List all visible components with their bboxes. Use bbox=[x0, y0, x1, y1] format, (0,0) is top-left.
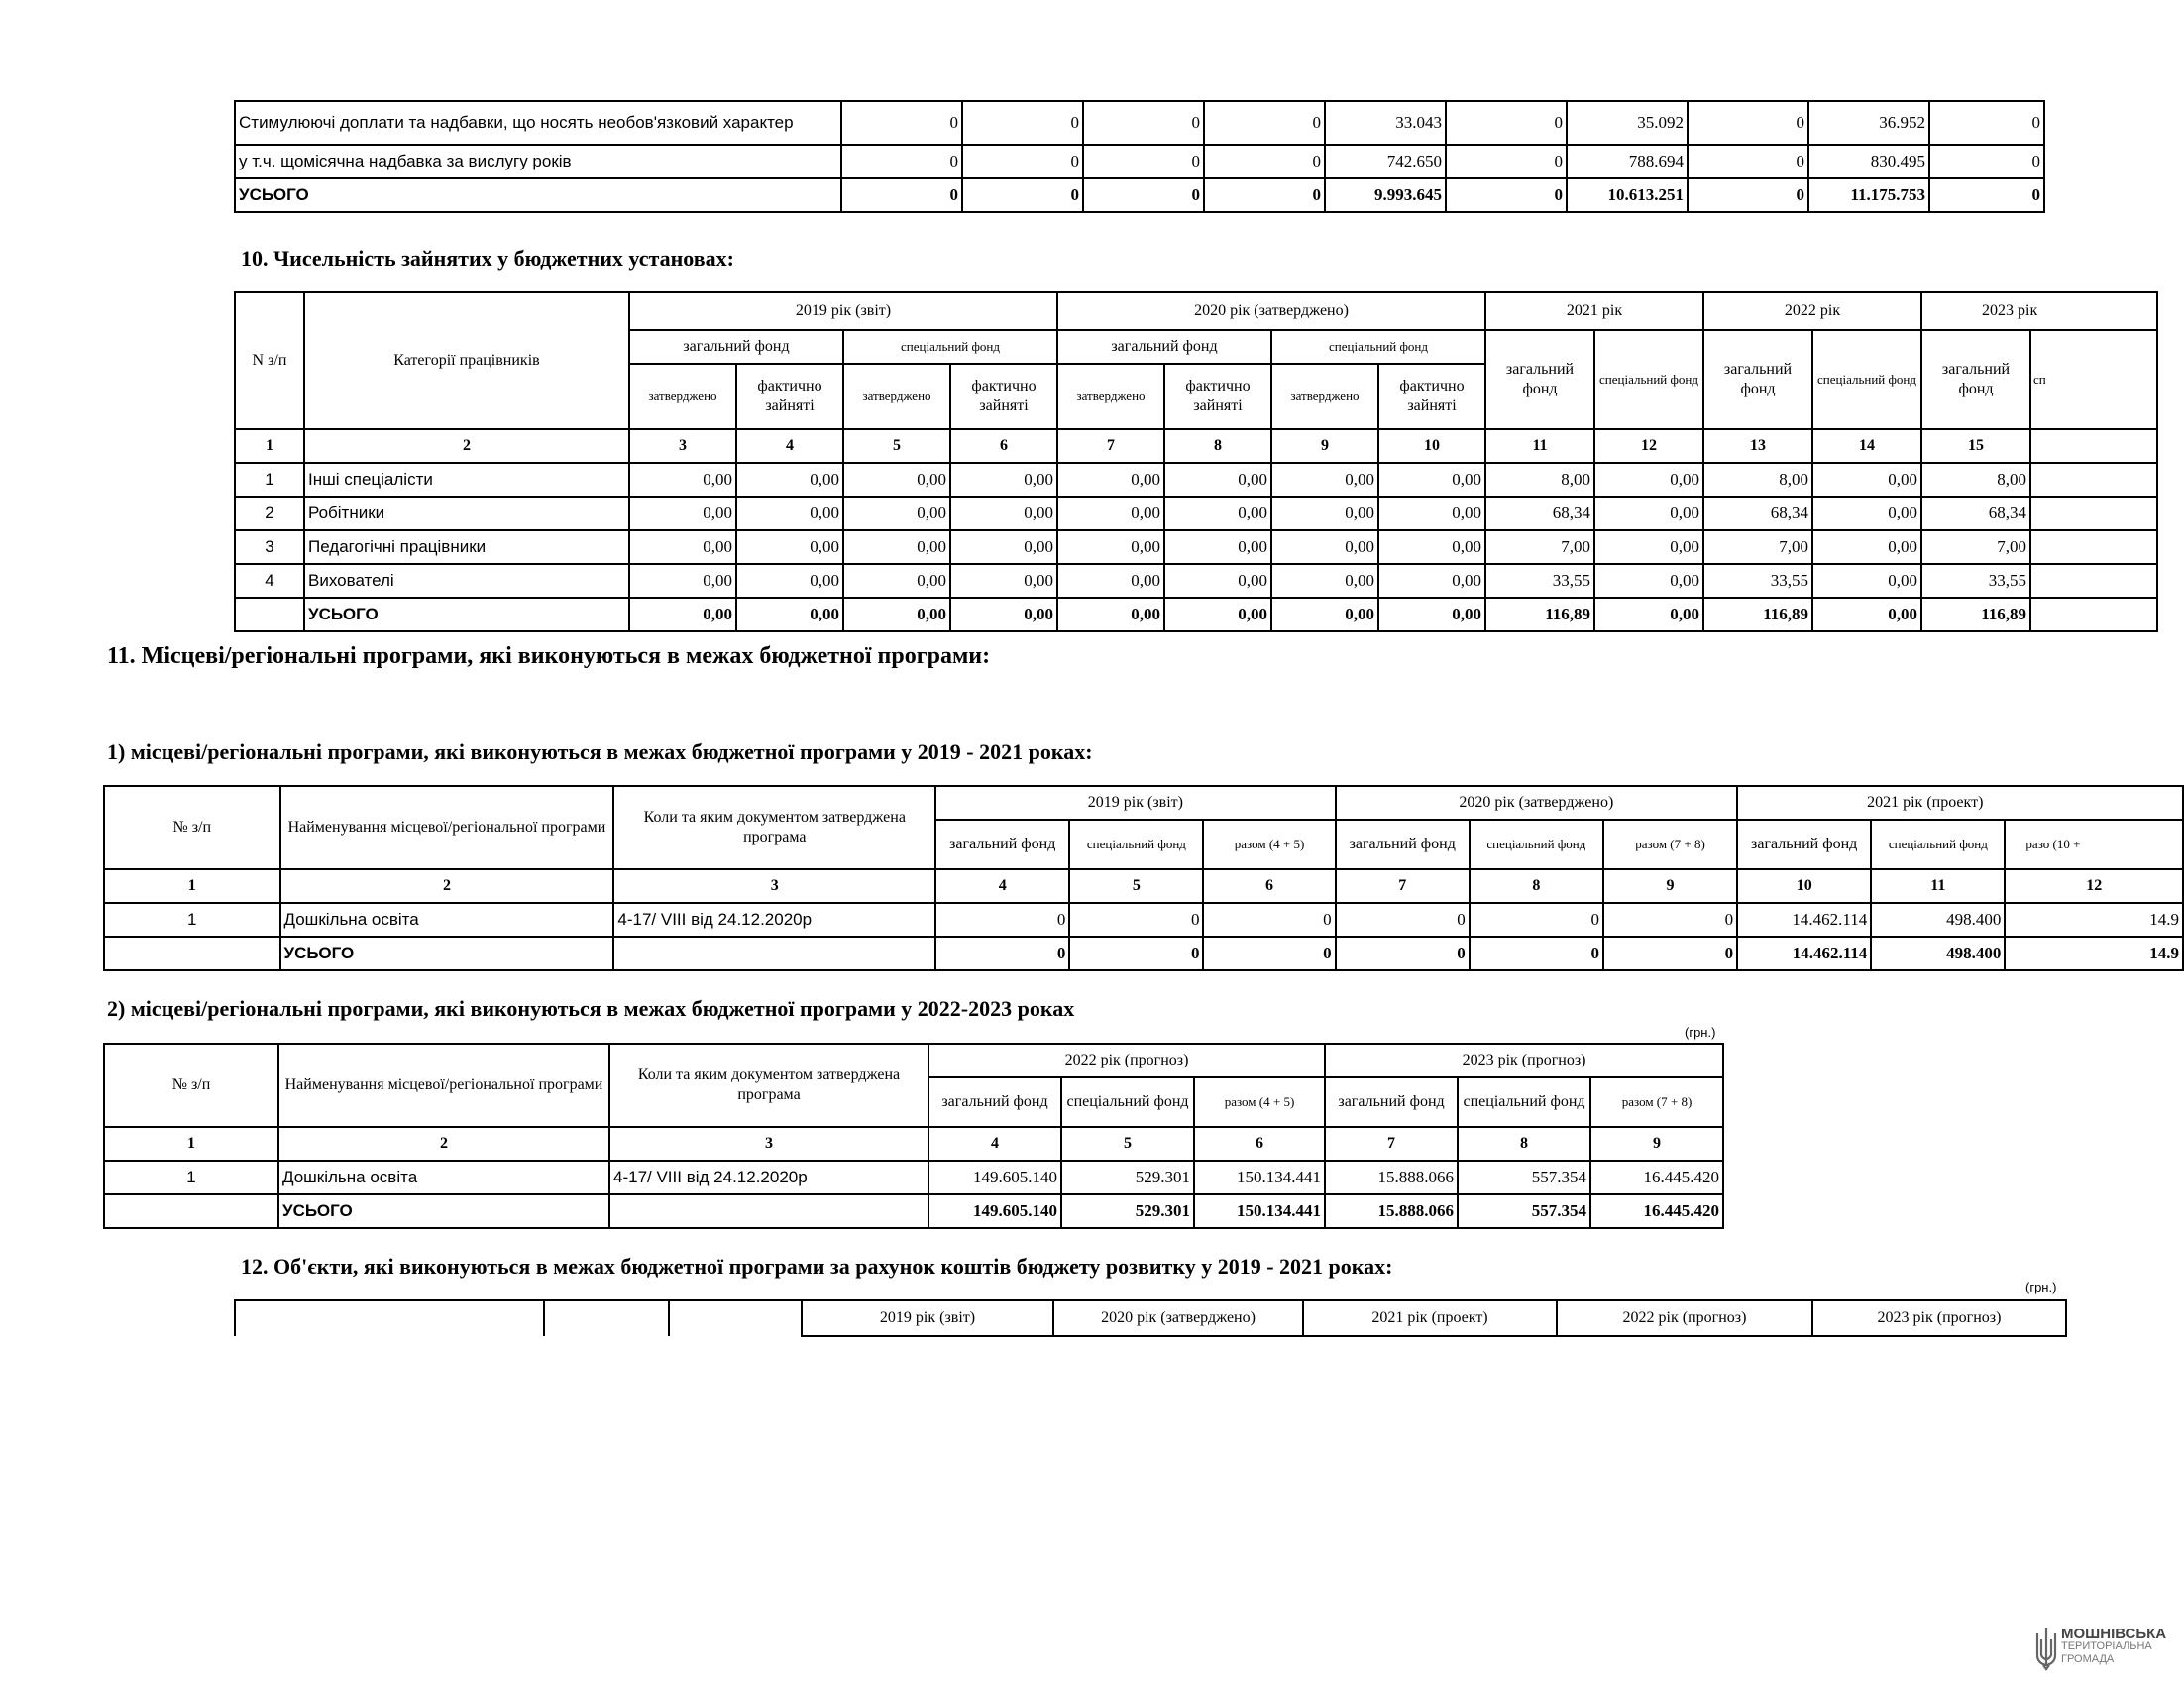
hdr-special-fund: спеціальний фонд bbox=[1594, 330, 1703, 429]
cell-value: 0,00 bbox=[1271, 598, 1378, 631]
approved-doc bbox=[609, 1194, 928, 1228]
column-number: 14 bbox=[1812, 429, 1921, 463]
cell-value: 0 bbox=[1336, 903, 1470, 937]
hdr-approved: затверджено bbox=[1271, 364, 1378, 429]
row-label: Стимулюючі доплати та надбавки, що носять необов'язковий характер bbox=[235, 101, 841, 145]
cell-value: 0 bbox=[1688, 178, 1808, 212]
cell-value: 68,34 bbox=[1485, 497, 1594, 530]
cell-value: 11.175.753 bbox=[1808, 178, 1929, 212]
hdr-general-fund: загальний фонд bbox=[1737, 820, 1871, 869]
row-number bbox=[235, 598, 304, 631]
cell-value: 150.134.441 bbox=[1194, 1194, 1325, 1228]
blank-cell bbox=[235, 1300, 544, 1336]
cell-value: 498.400 bbox=[1871, 937, 2005, 970]
cell-value: 15.888.066 bbox=[1325, 1161, 1458, 1194]
hdr-2020: 2020 рік (затверджено) bbox=[1057, 292, 1485, 330]
cell-value: 0,00 bbox=[843, 497, 950, 530]
column-number bbox=[2030, 429, 2157, 463]
cell-value: 7,00 bbox=[1921, 530, 2030, 564]
cell-value: 0,00 bbox=[1378, 598, 1485, 631]
hdr-special-fund: спеціальний фонд bbox=[1458, 1077, 1590, 1127]
hdr-general-fund: загальний фонд bbox=[1703, 330, 1812, 429]
employees-table-wrap bbox=[234, 291, 2065, 640]
cell-value: 33.043 bbox=[1325, 101, 1446, 145]
cell-value: 0,00 bbox=[1378, 463, 1485, 497]
cell-value: 8,00 bbox=[1921, 463, 2030, 497]
section-11-heading: 11. Місцеві/регіональні програми, які виконуються в межах бюджетної програми: bbox=[107, 643, 991, 669]
hdr-sum: разом (4 + 5) bbox=[1194, 1077, 1325, 1127]
cell-value: 0,00 bbox=[950, 463, 1057, 497]
table-row bbox=[235, 145, 2044, 178]
hdr-general-fund: загальний фонд bbox=[1325, 1077, 1458, 1127]
program-name: Дошкільна освіта bbox=[278, 1161, 609, 1194]
cell-value: 0 bbox=[1083, 178, 1204, 212]
column-number: 4 bbox=[736, 429, 843, 463]
section-12-heading: 12. Об'єкти, які виконуються в межах бюджетної програми за рахунок коштів бюджету розвитку у 2019 - 2021 роках: bbox=[241, 1254, 1393, 1279]
category-name: Робітники bbox=[304, 497, 629, 530]
cell-value: 0,00 bbox=[629, 530, 736, 564]
cell-value: 16.445.420 bbox=[1590, 1194, 1723, 1228]
cell-value: 529.301 bbox=[1061, 1194, 1194, 1228]
cell-value: 0,00 bbox=[1057, 598, 1164, 631]
cell-value: 0 bbox=[1203, 937, 1335, 970]
column-number: 13 bbox=[1703, 429, 1812, 463]
column-number: 9 bbox=[1590, 1127, 1723, 1161]
column-number: 1 bbox=[104, 1127, 278, 1161]
cell-value: 0 bbox=[1470, 903, 1603, 937]
cell-value: 0,00 bbox=[1594, 598, 1703, 631]
cell-value: 0,00 bbox=[736, 530, 843, 564]
cell-value: 0 bbox=[1929, 145, 2044, 178]
cell-value: 0 bbox=[1083, 101, 1204, 145]
hdr-special-fund: спеціальний фонд bbox=[1812, 330, 1921, 429]
cell-value: 0 bbox=[1446, 101, 1567, 145]
hdr-num: № з/п bbox=[104, 1044, 278, 1127]
programs-table-2022-2023 bbox=[103, 1043, 1724, 1229]
hdr-actual: фактично зайняті bbox=[736, 364, 843, 429]
cell-value: 0,00 bbox=[1271, 564, 1378, 598]
cell-value: 0,00 bbox=[1378, 530, 1485, 564]
column-number: 8 bbox=[1470, 869, 1603, 903]
hdr-actual: фактично зайняті bbox=[950, 364, 1057, 429]
cell-value: 33,55 bbox=[1485, 564, 1594, 598]
program-name: УСЬОГО bbox=[280, 937, 614, 970]
row-number: 1 bbox=[235, 463, 304, 497]
cell-value: 8,00 bbox=[1485, 463, 1594, 497]
column-numbers-row bbox=[235, 429, 2157, 463]
column-number: 12 bbox=[2005, 869, 2183, 903]
column-number: 9 bbox=[1603, 869, 1737, 903]
column-number: 9 bbox=[1271, 429, 1378, 463]
cell-value: 0 bbox=[1204, 145, 1325, 178]
cell-value: 36.952 bbox=[1808, 101, 1929, 145]
cell-value: 33,55 bbox=[1703, 564, 1812, 598]
cell-value: 0,00 bbox=[629, 497, 736, 530]
cell-value: 0,00 bbox=[1271, 463, 1378, 497]
cell-value: 0 bbox=[1069, 937, 1203, 970]
column-number: 12 bbox=[1594, 429, 1703, 463]
cell-value: 68,34 bbox=[1921, 497, 2030, 530]
hdr-2021: 2021 рік (проект) bbox=[1737, 786, 2183, 820]
cell-value: 0,00 bbox=[843, 564, 950, 598]
cell-value: 0 bbox=[1688, 145, 1808, 178]
cell-value: 8,00 bbox=[1703, 463, 1812, 497]
cell-value: 7,00 bbox=[1703, 530, 1812, 564]
cell-value: 14.462.114 bbox=[1737, 903, 1871, 937]
cell-value: 0,00 bbox=[629, 598, 736, 631]
cell-value: 0,00 bbox=[1164, 598, 1271, 631]
cell-value: 0 bbox=[841, 178, 962, 212]
column-number: 10 bbox=[1737, 869, 1871, 903]
hdr-2020: 2020 рік (затверджено) bbox=[1336, 786, 1737, 820]
column-number: 7 bbox=[1336, 869, 1470, 903]
cell-value: 0 bbox=[962, 145, 1083, 178]
approved-doc bbox=[613, 937, 935, 970]
row-number bbox=[104, 937, 280, 970]
row-number: 2 bbox=[235, 497, 304, 530]
cell-value: 0 bbox=[1688, 101, 1808, 145]
hdr-num: № з/п bbox=[104, 786, 280, 869]
hdr-special-fund: спеціальний фонд bbox=[1069, 820, 1203, 869]
hdr-sum-cut: разо (10 + bbox=[2005, 820, 2183, 869]
hdr-special-fund: спеціальний фонд bbox=[1871, 820, 2005, 869]
table-row bbox=[104, 903, 2183, 937]
cell-value: 0,00 bbox=[843, 463, 950, 497]
cell-value: 830.495 bbox=[1808, 145, 1929, 178]
cell-value: 0 bbox=[935, 903, 1069, 937]
cell-value: 149.605.140 bbox=[928, 1194, 1061, 1228]
cell-value: 0,00 bbox=[1378, 564, 1485, 598]
hdr-2021: 2021 рік bbox=[1485, 292, 1703, 330]
cell-value: 0 bbox=[841, 145, 962, 178]
cell-value: 0 bbox=[1603, 937, 1737, 970]
cell-value: 0,00 bbox=[736, 564, 843, 598]
objects-table-wrap bbox=[234, 1299, 2065, 1339]
cell-value: 0,00 bbox=[1594, 497, 1703, 530]
cell-value: 0 bbox=[935, 937, 1069, 970]
cell-value: 0,00 bbox=[843, 598, 950, 631]
column-number: 1 bbox=[235, 429, 304, 463]
column-number: 7 bbox=[1057, 429, 1164, 463]
approved-doc: 4-17/ VIII від 24.12.2020р bbox=[613, 903, 935, 937]
hdr-general-fund: загальний фонд bbox=[935, 820, 1069, 869]
cell-value: 0,00 bbox=[629, 564, 736, 598]
column-number: 6 bbox=[1203, 869, 1335, 903]
category-name: Інші спеціалісти bbox=[304, 463, 629, 497]
unit-label: (грн.) bbox=[1685, 1025, 1716, 1040]
cell-value: 0,00 bbox=[1812, 530, 1921, 564]
hdr-2019: 2019 рік (звіт) bbox=[629, 292, 1057, 330]
hdr-general-fund: загальний фонд bbox=[1485, 330, 1594, 429]
column-number: 3 bbox=[629, 429, 736, 463]
cell-value: 0,00 bbox=[1271, 497, 1378, 530]
cell-value: 0,00 bbox=[1164, 530, 1271, 564]
column-number: 15 bbox=[1921, 429, 2030, 463]
section-11-sub2: 2) місцеві/регіональні програми, які виконуються в межах бюджетної програми у 2022-2023 роках bbox=[107, 996, 1075, 1021]
hdr-actual: фактично зайняті bbox=[1378, 364, 1485, 429]
unit-label: (грн.) bbox=[2025, 1280, 2057, 1294]
column-number: 5 bbox=[843, 429, 950, 463]
cell-value: 0,00 bbox=[1812, 497, 1921, 530]
cell-value-cut bbox=[2030, 463, 2157, 497]
hdr-program-name: Найменування місцевої/регіональної програми bbox=[280, 786, 614, 869]
hdr-year-2022: 2022 рік (прогноз) bbox=[1557, 1300, 1812, 1336]
cell-value: 0,00 bbox=[1057, 530, 1164, 564]
cell-value: 0 bbox=[1083, 145, 1204, 178]
column-numbers-row bbox=[104, 869, 2183, 903]
cell-value: 0 bbox=[962, 178, 1083, 212]
hdr-2019: 2019 рік (звіт) bbox=[935, 786, 1335, 820]
hdr-general-fund: загальний фонд bbox=[928, 1077, 1061, 1127]
column-number: 6 bbox=[950, 429, 1057, 463]
blank-cell bbox=[544, 1300, 669, 1336]
cell-value: 0,00 bbox=[1057, 463, 1164, 497]
column-number: 3 bbox=[609, 1127, 928, 1161]
logo-line2: ТЕРИТОРІАЛЬНА bbox=[2061, 1640, 2152, 1652]
cell-value: 16.445.420 bbox=[1590, 1161, 1723, 1194]
cell-value: 0,00 bbox=[1057, 497, 1164, 530]
hdr-actual: фактично зайняті bbox=[1164, 364, 1271, 429]
column-number: 7 bbox=[1325, 1127, 1458, 1161]
cell-value: 149.605.140 bbox=[928, 1161, 1061, 1194]
cell-value: 116,89 bbox=[1485, 598, 1594, 631]
column-number: 1 bbox=[104, 869, 280, 903]
hdr-2022: 2022 рік (прогноз) bbox=[928, 1044, 1325, 1077]
cell-value: 557.354 bbox=[1458, 1194, 1590, 1228]
hdr-category: Категорії працівників bbox=[304, 292, 629, 429]
cell-value: 116,89 bbox=[1921, 598, 2030, 631]
logo-text bbox=[2061, 1628, 2166, 1666]
cell-value: 0 bbox=[841, 101, 962, 145]
programs-table-2019-2021 bbox=[103, 785, 2184, 971]
category-name: Педагогічні працівники bbox=[304, 530, 629, 564]
hdr-general-fund: загальний фонд bbox=[629, 330, 843, 364]
cell-value: 0,00 bbox=[1057, 564, 1164, 598]
section-10-heading: 10. Чисельність зайнятих у бюджетних установах: bbox=[241, 246, 734, 271]
cell-value: 0 bbox=[962, 101, 1083, 145]
row-number: 3 bbox=[235, 530, 304, 564]
table-row bbox=[104, 1161, 1723, 1194]
cell-value: 0 bbox=[1446, 145, 1567, 178]
hdr-2023: 2023 рік (прогноз) bbox=[1325, 1044, 1723, 1077]
cell-value: 0,00 bbox=[950, 598, 1057, 631]
cell-value: 0 bbox=[1446, 178, 1567, 212]
column-number: 3 bbox=[613, 869, 935, 903]
hdr-sum: разом (7 + 8) bbox=[1590, 1077, 1723, 1127]
cell-value: 150.134.441 bbox=[1194, 1161, 1325, 1194]
objects-table bbox=[234, 1299, 2067, 1337]
cell-value: 0,00 bbox=[843, 530, 950, 564]
hdr-year-2023: 2023 рік (прогноз) bbox=[1812, 1300, 2066, 1336]
hdr-special-fund-cut: сп bbox=[2030, 330, 2157, 429]
row-number: 1 bbox=[104, 903, 280, 937]
cell-value: 68,34 bbox=[1703, 497, 1812, 530]
hdr-2022: 2022 рік bbox=[1703, 292, 1921, 330]
hdr-year-2021: 2021 рік (проект) bbox=[1303, 1300, 1557, 1336]
cell-value: 557.354 bbox=[1458, 1161, 1590, 1194]
cell-value: 0 bbox=[1069, 903, 1203, 937]
employees-table bbox=[234, 291, 2158, 632]
table-row bbox=[235, 598, 2157, 631]
hdr-approved-doc: Коли та яким документом затверджена програма bbox=[609, 1044, 928, 1127]
cell-value: 498.400 bbox=[1871, 903, 2005, 937]
hdr-program-name: Найменування місцевої/регіональної програми bbox=[278, 1044, 609, 1127]
cell-value-cut bbox=[2030, 530, 2157, 564]
table-row bbox=[235, 564, 2157, 598]
logo-line3: ГРОМАДА bbox=[2061, 1653, 2115, 1665]
hdr-year-2019: 2019 рік (звіт) bbox=[802, 1300, 1053, 1336]
hdr-n: N з/п bbox=[235, 292, 304, 429]
cell-value: 0,00 bbox=[1378, 497, 1485, 530]
column-number: 11 bbox=[1871, 869, 2005, 903]
hdr-approved-doc: Коли та яким документом затверджена програма bbox=[613, 786, 935, 869]
hdr-general-fund: загальний фонд bbox=[1921, 330, 2030, 429]
row-label: УСЬОГО bbox=[235, 178, 841, 212]
column-number: 10 bbox=[1378, 429, 1485, 463]
table-row bbox=[104, 1194, 1723, 1228]
cell-value: 0,00 bbox=[1594, 463, 1703, 497]
cell-value: 0,00 bbox=[950, 564, 1057, 598]
hdr-special-fund: спеціальний фонд bbox=[843, 330, 1057, 364]
category-name: УСЬОГО bbox=[304, 598, 629, 631]
program-name: УСЬОГО bbox=[278, 1194, 609, 1228]
cell-value: 0,00 bbox=[736, 598, 843, 631]
table-row bbox=[235, 463, 2157, 497]
row-label: у т.ч. щомісячна надбавка за вислугу років bbox=[235, 145, 841, 178]
hdr-special-fund: спеціальний фонд bbox=[1061, 1077, 1194, 1127]
cell-value: 0 bbox=[1929, 101, 2044, 145]
column-number: 8 bbox=[1458, 1127, 1590, 1161]
section-11-sub1: 1) місцеві/регіональні програми, які виконуються в межах бюджетної програми у 2019 - 2021 роках: bbox=[107, 739, 1093, 764]
column-number: 2 bbox=[278, 1127, 609, 1161]
cell-value: 0 bbox=[1204, 178, 1325, 212]
cell-value: 35.092 bbox=[1567, 101, 1688, 145]
hdr-approved: затверджено bbox=[1057, 364, 1164, 429]
column-number: 5 bbox=[1061, 1127, 1194, 1161]
cell-value: 0 bbox=[1336, 937, 1470, 970]
column-number: 11 bbox=[1485, 429, 1594, 463]
column-number: 6 bbox=[1194, 1127, 1325, 1161]
cell-value: 0 bbox=[1603, 903, 1737, 937]
row-number: 1 bbox=[104, 1161, 278, 1194]
hdr-sum: разом (7 + 8) bbox=[1603, 820, 1737, 869]
column-number: 2 bbox=[304, 429, 629, 463]
column-number: 4 bbox=[928, 1127, 1061, 1161]
table-row bbox=[235, 101, 2044, 145]
column-number: 4 bbox=[935, 869, 1069, 903]
program-name: Дошкільна освіта bbox=[280, 903, 614, 937]
cell-value: 0,00 bbox=[1812, 598, 1921, 631]
cell-value: 0 bbox=[1204, 101, 1325, 145]
cell-value: 7,00 bbox=[1485, 530, 1594, 564]
cell-value-cut bbox=[2030, 497, 2157, 530]
cell-value: 33,55 bbox=[1921, 564, 2030, 598]
column-number: 5 bbox=[1069, 869, 1203, 903]
cell-value: 10.613.251 bbox=[1567, 178, 1688, 212]
cell-value: 0,00 bbox=[950, 497, 1057, 530]
cell-value: 15.888.066 bbox=[1325, 1194, 1458, 1228]
cell-value: 0,00 bbox=[1812, 564, 1921, 598]
hdr-2023: 2023 рік bbox=[1921, 292, 2157, 330]
cell-value: 0,00 bbox=[736, 497, 843, 530]
cell-value: 0,00 bbox=[1594, 564, 1703, 598]
blank-cell bbox=[669, 1300, 802, 1336]
approved-doc: 4-17/ VIII від 24.12.2020р bbox=[609, 1161, 928, 1194]
column-numbers-row bbox=[104, 1127, 1723, 1161]
trident-icon bbox=[2031, 1626, 2061, 1671]
hdr-approved: затверджено bbox=[843, 364, 950, 429]
table-row bbox=[235, 497, 2157, 530]
cell-value: 14.462.114 bbox=[1737, 937, 1871, 970]
cell-value: 0 bbox=[1470, 937, 1603, 970]
column-number: 8 bbox=[1164, 429, 1271, 463]
cell-value: 0,00 bbox=[1594, 530, 1703, 564]
cell-value: 788.694 bbox=[1567, 145, 1688, 178]
cell-value: 0,00 bbox=[1812, 463, 1921, 497]
category-name: Вихователі bbox=[304, 564, 629, 598]
cell-value: 0,00 bbox=[1164, 564, 1271, 598]
cell-value: 529.301 bbox=[1061, 1161, 1194, 1194]
cell-value: 0 bbox=[1929, 178, 2044, 212]
cell-value: 116,89 bbox=[1703, 598, 1812, 631]
cell-value: 14.9 bbox=[2005, 903, 2183, 937]
hdr-special-fund: спеціальний фонд bbox=[1271, 330, 1485, 364]
cell-value: 0,00 bbox=[950, 530, 1057, 564]
cell-value: 0,00 bbox=[1271, 530, 1378, 564]
cell-value-cut bbox=[2030, 598, 2157, 631]
hdr-year-2020: 2020 рік (затверджено) bbox=[1053, 1300, 1303, 1336]
cell-value: 9.993.645 bbox=[1325, 178, 1446, 212]
cell-value: 14.9 bbox=[2005, 937, 2183, 970]
cell-value: 0 bbox=[1203, 903, 1335, 937]
cell-value: 0,00 bbox=[1164, 463, 1271, 497]
programs-table-1-wrap bbox=[103, 785, 2179, 975]
hdr-approved: затверджено bbox=[629, 364, 736, 429]
row-number bbox=[104, 1194, 278, 1228]
cell-value: 0,00 bbox=[736, 463, 843, 497]
cell-value: 0,00 bbox=[629, 463, 736, 497]
wages-table bbox=[234, 100, 2045, 213]
table-row bbox=[235, 530, 2157, 564]
hdr-general-fund: загальний фонд bbox=[1057, 330, 1271, 364]
column-number: 2 bbox=[280, 869, 614, 903]
cell-value: 742.650 bbox=[1325, 145, 1446, 178]
hdr-special-fund: спеціальний фонд bbox=[1470, 820, 1603, 869]
cell-value: 0,00 bbox=[1164, 497, 1271, 530]
hdr-general-fund: загальний фонд bbox=[1336, 820, 1470, 869]
logo-line1: МОШНІВСЬКА bbox=[2061, 1626, 2167, 1642]
cell-value-cut bbox=[2030, 564, 2157, 598]
hdr-sum: разом (4 + 5) bbox=[1203, 820, 1335, 869]
table-row bbox=[235, 178, 2044, 212]
row-number: 4 bbox=[235, 564, 304, 598]
table-row bbox=[104, 937, 2183, 970]
